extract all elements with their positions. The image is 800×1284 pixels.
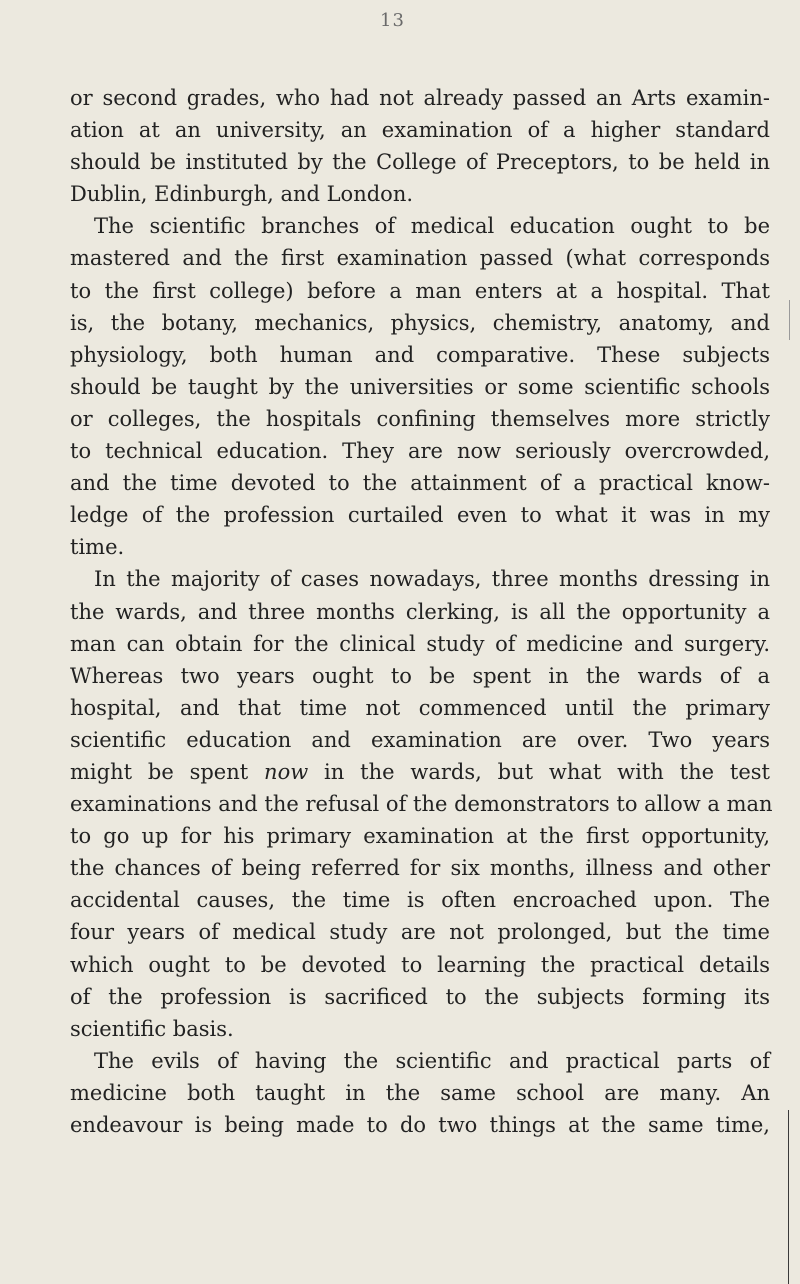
text-segment: might be spent (70, 759, 265, 784)
text-line: Whereas two years ought to be spent in the wards of a (70, 663, 770, 688)
text-line: four years of medical study are not prolonged, but the time (70, 920, 770, 945)
text-segment: in the wards, but what with the test (308, 759, 770, 784)
text-line: the chances of being referred for six months, illness and other (70, 856, 770, 881)
page-edge-mark (788, 1110, 789, 1284)
page-edge-mark (789, 300, 790, 340)
text-line: accidental causes, the time is often encroached upon. The (70, 888, 770, 913)
text-line: mastered and the first examination passed (what corresponds (70, 246, 770, 271)
text-line: In the majority of cases nowadays, three months dressing in (94, 567, 770, 592)
text-line: to the first college) before a man enters at a hospital. That (70, 278, 770, 303)
text-line: to go up for his primary examination at the first opportunity, (70, 824, 770, 849)
text-line: ledge of the profession curtailed even to what it was in my (70, 503, 770, 528)
text-line: the wards, and three months clerking, is all the opportunity a (70, 599, 770, 624)
text-line: scientific basis. (70, 1016, 234, 1041)
text-line: examinations and the refusal of the demonstrators to allow a man (70, 792, 773, 817)
text-line: time. (70, 535, 125, 560)
text-line: ation at an university, an examination of a higher standard (70, 118, 770, 143)
text-line: medicine both taught in the same school are many. An (70, 1080, 770, 1105)
text-line: The evils of having the scientific and practical parts of (94, 1048, 770, 1073)
text-line: Dublin, Edinburgh, and London. (70, 182, 414, 207)
text-line: is, the botany, mechanics, physics, chemistry, anatomy, and (70, 310, 770, 335)
text-line (70, 756, 770, 788)
text-line: scientific education and examination are over. Two years (70, 727, 770, 752)
text-line: or colleges, the hospitals confining themselves more strictly (70, 406, 770, 431)
text-line: which ought to be devoted to learning the practical details (70, 952, 770, 977)
text-line: should be taught by the universities or some scientific schools (70, 374, 770, 399)
text-line: and the time devoted to the attainment of a practical know- (70, 471, 770, 496)
text-line: The scientific branches of medical education ought to be (94, 214, 770, 239)
text-line: should be instituted by the College of Preceptors, to be held in (70, 150, 770, 175)
text-line: man can obtain for the clinical study of medicine and surgery. (70, 631, 770, 656)
text-line: hospital, and that time not commenced until the primary (70, 695, 770, 720)
emphasis-word: now (264, 759, 309, 784)
text-line: endeavour is being made to do two things at the same time, (70, 1113, 770, 1137)
text-line: or second grades, who had not already passed an Arts examin- (70, 86, 770, 110)
text-line: of the profession is sacrificed to the subjects forming its (70, 984, 770, 1009)
page-number: 13 (380, 10, 405, 31)
text-line: to technical education. They are now seriously overcrowded, (70, 439, 770, 464)
body-text (70, 82, 773, 1141)
text-line: physiology, both human and comparative. These subjects (70, 342, 770, 367)
